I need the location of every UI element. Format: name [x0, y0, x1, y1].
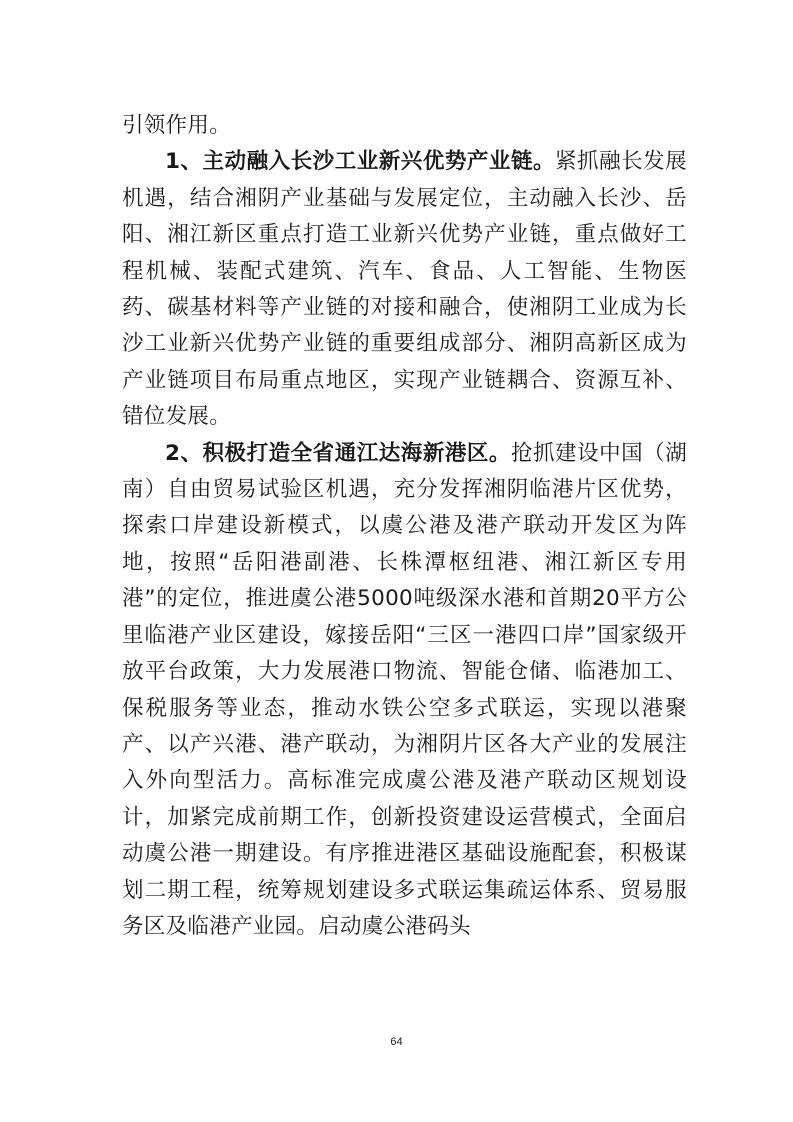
page-number: 64	[390, 1036, 403, 1048]
paragraph-industrial-chain	[122, 144, 687, 435]
paragraph-text: 引领作用。	[122, 113, 232, 138]
paragraph-port-area	[122, 436, 687, 946]
paragraph-continuation	[122, 108, 687, 144]
paragraph-heading: 1、主动融入长沙工业新兴优势产业链。	[165, 149, 556, 175]
paragraph-text: 紧抓融长发展机遇，结合湘阴产业基础与发展定位，主动融入长沙、岳阳、湘江新区重点打造工业新兴优势产业链，重点做好工程机械、装配式建筑、汽车、食品、人工智能、生物医药、碳基材料等产业链的对接和融合，使湘阴工业成为长沙工业新兴优势产业链的重要组成部分、湘阴高新区成为产业链项目布局重点地区，实现产业链耦合、资源互补、错位发展。	[122, 149, 687, 430]
paragraph-text: 抢抓建设中国（湖南）自由贸易试验区机遇，充分发挥湘阴临港片区优势，探索口岸建设新模式，以虞公港及港产联动开发区为阵地，按照“岳阳港副港、长株潭枢纽港、湘江新区专用港”的定位，推进虞公港5000吨级深水港和首期20平方公里临港产业区建设，嫁接岳阳“三区一港四口岸”国家级开放平台政策，大力发展港口物流、智能仓储、临港加工、保税服务等业态，推动水铁公空多式联运，实现以港聚产、以产兴港、港产联动，为湘阴片区各大产业的发展注入外向型活力。高标准完成虞公港及港产联动区规划设计，加紧完成前期工作，创新投资建设运营模式，全面启动虞公港一期建设。有序推进港区基础设施配套，积极谋划二期工程，统筹规划建设多式联运集疏运体系、贸易服务区及临港产业园。启动虞公港码头	[122, 440, 687, 939]
paragraph-heading: 2、积极打造全省通江达海新港区。	[165, 440, 511, 466]
page-body	[122, 108, 687, 945]
